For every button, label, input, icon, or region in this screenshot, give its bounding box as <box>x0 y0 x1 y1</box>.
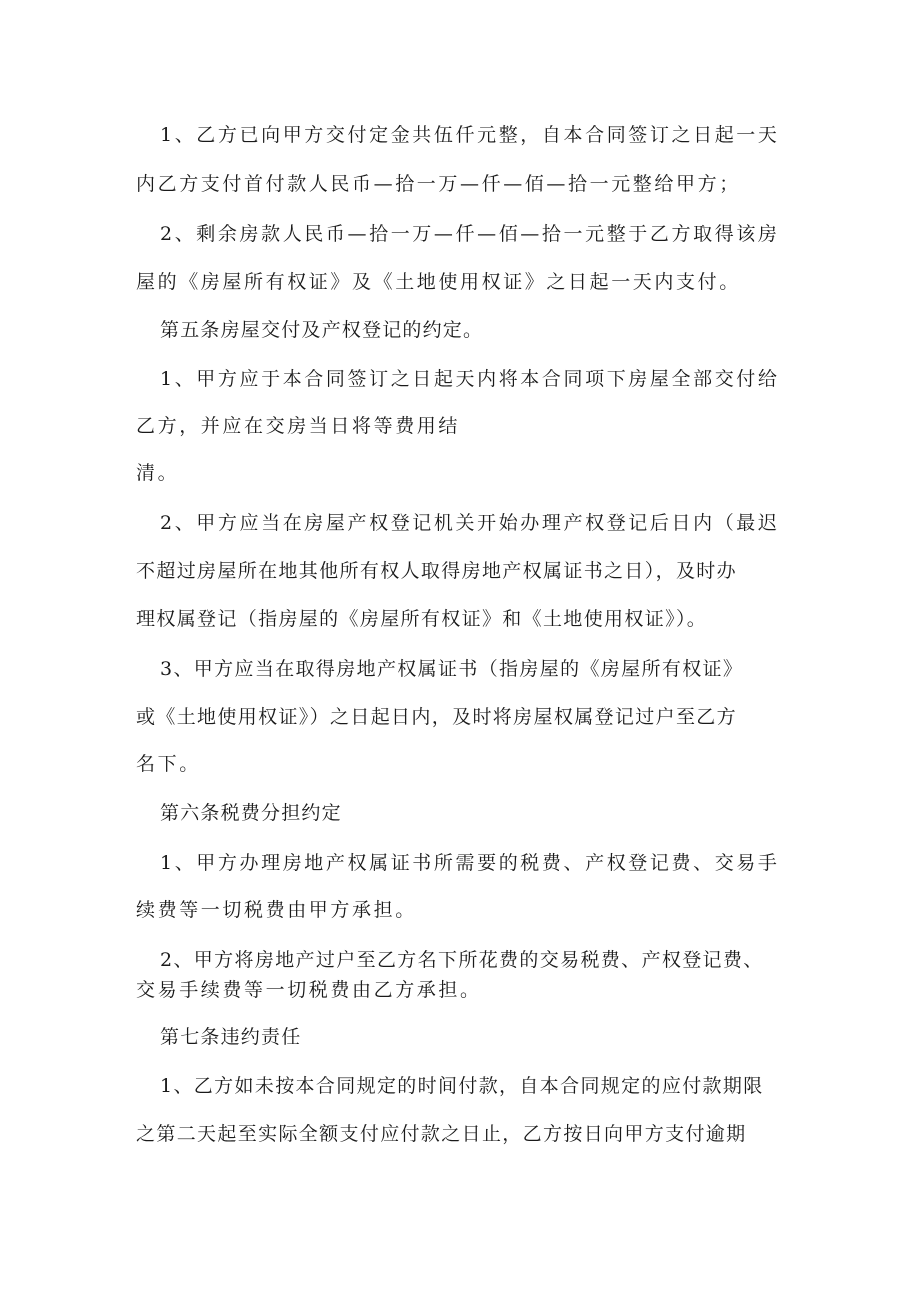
clause-7-1-line-1: 1、乙方如未按本合同规定的时间付款，自本合同规定的应付款期限 <box>160 1075 764 1097</box>
clause-6-2-line-2: 交易手续费等一切税费由乙方承担。 <box>136 979 482 1001</box>
clause-5-3-line-3: 名下。 <box>136 753 201 775</box>
article-6-heading: 第六条税费分担约定 <box>160 802 342 824</box>
clause-4-2-line-2: 屋的《房屋所有权证》及《土地使用权证》之日起一天内支付。 <box>136 271 741 293</box>
clause-5-1-line-3: 清。 <box>136 462 180 484</box>
clause-5-3-line-2: 或《土地使用权证》）之日起日内，及时将房屋权属登记过户至乙方 <box>136 706 738 728</box>
clause-5-2-line-3: 理权属登记（指房屋的《房屋所有权证》和《土地使用权证》）。 <box>136 608 708 630</box>
clause-7-1-line-2: 之第二天起至实际全额支付应付款之日止，乙方按日向甲方支付逾期 <box>136 1123 747 1145</box>
clause-6-1-line-2: 续费等一切税费由甲方承担。 <box>136 899 417 921</box>
clause-5-2-line-1: 2、甲方应当在房屋产权登记机关开始办理产权登记后日内（最迟 <box>160 512 780 534</box>
clause-5-1-line-1: 1、甲方应于本合同签订之日起天内将本合同项下房屋全部交付给 <box>160 368 780 390</box>
article-7-heading: 第七条违约责任 <box>160 1026 302 1048</box>
clause-4-1-line-1: 1、乙方已向甲方交付定金共伍仟元整，自本合同签订之日起一天 <box>160 124 780 146</box>
clause-4-1-line-2: 内乙方支付首付款人民币—拾一万—仟—佰—拾一元整给甲方； <box>136 173 741 195</box>
clause-5-3-line-1: 3、甲方应当在取得房地产权属证书（指房屋的《房屋所有权证》 <box>160 658 744 680</box>
clause-4-2-line-1: 2、剩余房款人民币—拾一万—仟—佰—拾一元整于乙方取得该房 <box>160 223 780 245</box>
clause-6-1-line-1: 1、甲方办理房地产权属证书所需要的税费、产权登记费、交易手 <box>160 852 780 874</box>
clause-5-2-line-2: 不超过房屋所在地其他所有权人取得房地产权属证书之日），及时办 <box>136 560 738 582</box>
article-5-heading: 第五条房屋交付及产权登记的约定。 <box>160 319 484 341</box>
clause-5-1-line-2: 乙方，并应在交房当日将等费用结 <box>136 415 461 437</box>
clause-6-2-line-1: 2、甲方将房地产过户至乙方名下所花费的交易税费、产权登记费、 <box>160 949 764 971</box>
